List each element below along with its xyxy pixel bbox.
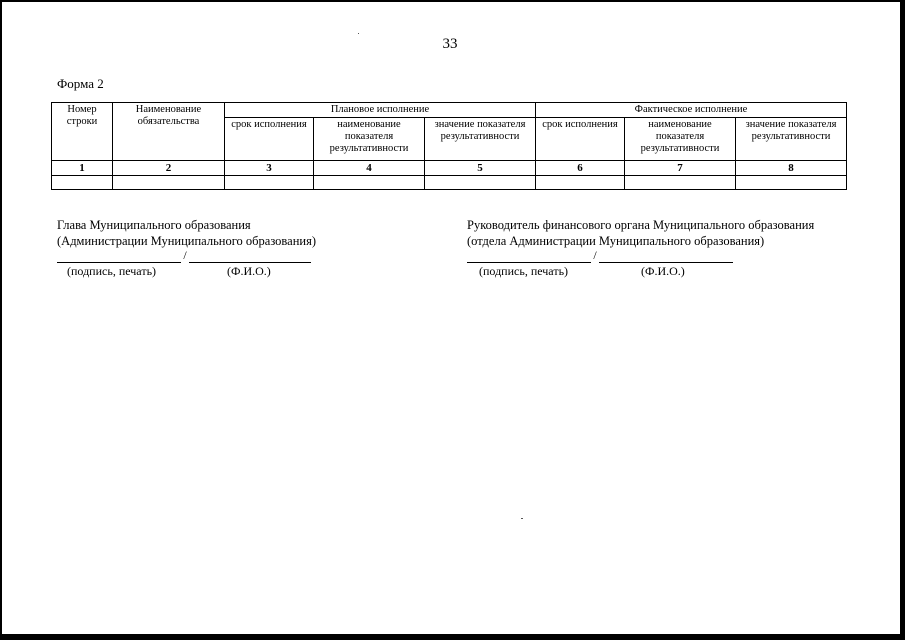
finance-captions: [467, 263, 814, 279]
scan-border-bottom: [0, 634, 905, 640]
head-signature-block: [57, 217, 316, 279]
name-blank: [189, 250, 311, 263]
header-planned-indicator-name: наименование показателя результативности: [314, 118, 425, 161]
column-number-cell: 8: [736, 161, 847, 176]
empty-cell: [736, 176, 847, 190]
head-captions: [57, 263, 316, 279]
head-signature-line: [57, 249, 316, 263]
header-actual-deadline: срок исполнения: [536, 118, 625, 161]
header-obligation-name: Наименование обязательства: [113, 103, 225, 161]
caption-name: (Ф.И.О.): [227, 264, 271, 278]
finance-title-line2: (отдела Администрации Муниципального образования): [467, 234, 765, 248]
slash-separator: /: [593, 248, 597, 262]
header-planned-indicator-value: значение показателя результативности: [425, 118, 536, 161]
column-number-cell: 4: [314, 161, 425, 176]
signature-blank: [57, 250, 181, 263]
empty-cell: [625, 176, 736, 190]
column-number-cell: 7: [625, 161, 736, 176]
header-planned-deadline: срок исполнения: [225, 118, 314, 161]
empty-cell: [314, 176, 425, 190]
header-actual-indicator-value: значение показателя результативности: [736, 118, 847, 161]
form-label: Форма 2: [57, 76, 104, 91]
finance-signature-line: [467, 249, 814, 263]
header-row-number: Номер строки: [52, 103, 113, 161]
slash-separator: /: [183, 248, 187, 262]
empty-cell: [113, 176, 225, 190]
column-number-cell: 5: [425, 161, 536, 176]
scan-speck: [521, 518, 523, 519]
column-number-cell: 6: [536, 161, 625, 176]
scan-border-left: [0, 0, 2, 640]
scan-speck: [358, 33, 359, 34]
signature-blank: [467, 250, 591, 263]
head-title-line1: Глава Муниципального образования: [57, 218, 251, 232]
finance-title-line1: Руководитель финансового органа Муниципального образования: [467, 218, 815, 232]
page-number: 33: [442, 36, 458, 52]
scan-border-top: [0, 0, 905, 2]
column-number-cell: 1: [52, 161, 113, 176]
head-title-line2: (Администрации Муниципального образования): [57, 234, 317, 248]
caption-signature: (подпись, печать): [67, 264, 157, 278]
name-blank: [599, 250, 733, 263]
empty-cell: [225, 176, 314, 190]
empty-cell: [536, 176, 625, 190]
finance-head-signature-block: [467, 217, 814, 279]
caption-signature: (подпись, печать): [479, 264, 569, 278]
caption-name: (Ф.И.О.): [641, 264, 685, 278]
column-number-cell: 2: [113, 161, 225, 176]
header-planned-group: Плановое исполнение: [225, 103, 536, 118]
empty-cell: [425, 176, 536, 190]
scan-border-right: [900, 0, 905, 640]
empty-cell: [52, 176, 113, 190]
header-actual-group: Фактическое исполнение: [536, 103, 847, 118]
report-table: [51, 102, 847, 190]
column-number-cell: 3: [225, 161, 314, 176]
header-actual-indicator-name: наименование показателя результативности: [625, 118, 736, 161]
